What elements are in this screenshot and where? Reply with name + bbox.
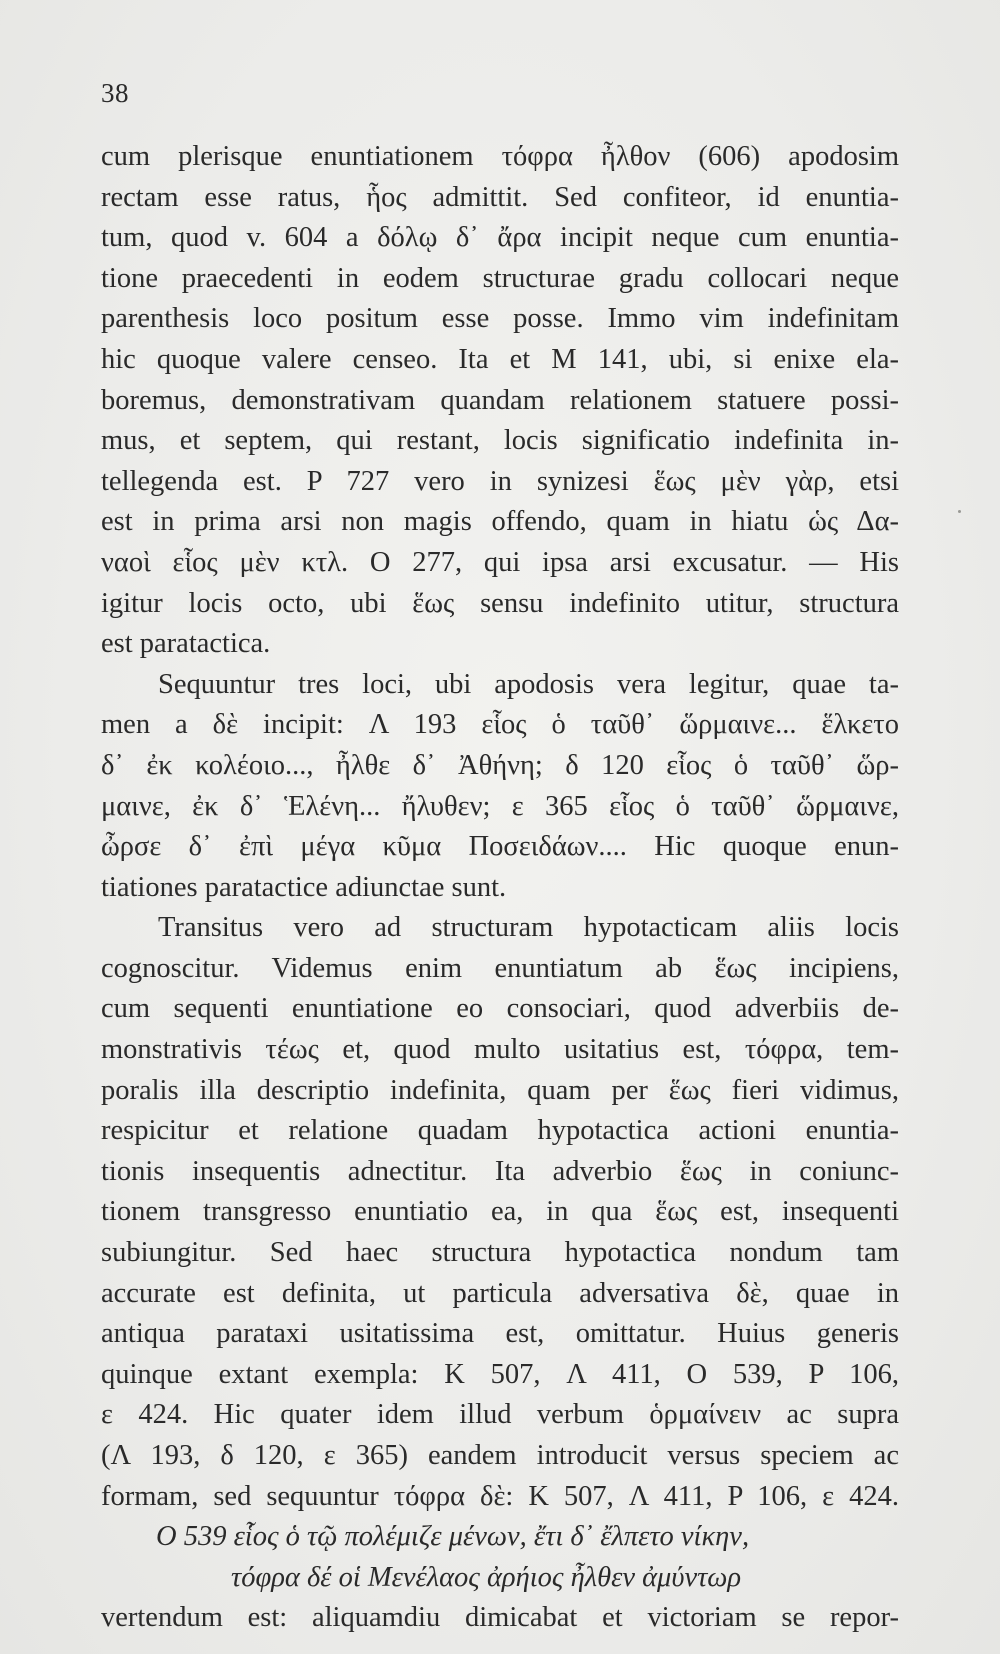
body-text [101,137,899,1639]
text-line: tionem transgresso enuntiatio ea, in qua ἕως est, insequenti [101,1196,899,1228]
text-line: est in prima arsi non magis offendo, quam in hiatu ὡς Δα- [101,506,899,538]
text-line: tionis insequentis adnectitur. Ita adverbio ἕως in coniunc- [101,1155,899,1187]
text-line: tellegenda est. P 727 vero in synizesi ἕως μὲν γὰρ, etsi [101,465,899,497]
text-line: igitur locis octo, ubi ἕως sensu indefinito utitur, structura [101,587,899,619]
text-line: accurate est definita, ut particula adversativa δὲ, quae in [101,1277,899,1309]
text-line: parenthesis loco positum esse posse. Immo vim indefinitam [101,303,899,335]
text-line: boremus, demonstrativam quandam relationem statuere possi- [101,384,899,416]
text-line: men a δὲ incipit: Λ 193 εἷος ὁ ταῦθ᾿ ὥρμαινε... ἕλκετο [101,709,899,741]
text-line: μαινε, ἐκ δ᾿ Ἑλένη... ἤλυθεν; ε 365 εἷος ὁ ταῦθ᾿ ὥρμαινε, [101,790,899,822]
text-line: respicitur et relatione quadam hypotactica actioni enuntia- [101,1115,899,1147]
text-line: vertendum est: aliquamdiu dimicabat et victoriam se repor- [101,1602,899,1634]
text-line: tum, quod v. 604 a δόλῳ δ᾿ ἄρα incipit neque cum enuntia- [101,222,899,254]
text-line: rectam esse ratus, ἧος admittit. Sed confiteor, id enuntia- [101,181,899,213]
text-line: tiationes paratactice adiunctae sunt. [101,871,507,903]
text-line: est paratactica. [101,628,271,660]
paper-speck [958,510,961,513]
text-line: cum sequenti enuntiatione eo consociari, quod adverbiis de- [101,993,899,1025]
text-line: poralis illa descriptio indefinita, quam per ἕως fieri vidimus, [101,1074,899,1106]
text-line: ναοὶ εἷος μὲν κτλ. O 277, qui ipsa arsi excusatur. — His [101,546,899,578]
text-line: (Λ 193, δ 120, ε 365) eandem introducit versus speciem ac [101,1440,899,1471]
page-number: 38 [101,78,129,108]
text-line: cognoscitur. Videmus enim enuntiatum ab ἕως incipiens, [101,952,899,984]
text-line: mus, et septem, qui restant, locis significatio indefinita in- [101,425,899,457]
text-line: subiungitur. Sed haec structura hypotactica nondum tam [101,1237,899,1269]
text-line: quinque extant exempla: K 507, Λ 411, O 539, P 106, [101,1358,899,1390]
text-line: τόφρα δέ οἱ Μενέλαος ἀρήιος ἦλθεν ἀμύντωρ [231,1561,742,1593]
text-line: Sequuntur tres loci, ubi apodosis vera legitur, quae ta- [158,668,899,700]
text-line: antiqua parataxi usitatissima est, omittatur. Huius generis [101,1318,899,1350]
text-line: tione praecedenti in eodem structurae gradu collocari neque [101,262,899,294]
text-line: Transitus vero ad structuram hypotacticam aliis locis [158,912,899,944]
text-line: cum plerisque enuntiationem τόφρα ἦλθον (606) apodosim [101,141,899,172]
text-line: formam, sed sequuntur τόφρα δὲ: K 507, Λ 411, P 106, ε 424. [101,1480,899,1512]
text-line: monstrativis τέως et, quod multo usitatius est, τόφρα, tem- [101,1034,899,1066]
text-line: ὦρσε δ᾿ ἐπὶ μέγα κῦμα Ποσειδάων.... Hic quoque enun- [101,831,899,863]
text-line: ε 424. Hic quater idem illud verbum ὁρμαίνειν ac supra [101,1399,899,1431]
text-line: hic quoque valere censeo. Ita et M 141, ubi, si enixe ela- [101,343,899,375]
text-line: δ᾿ ἐκ κολέοιο..., ἦλθε δ᾿ Ἀθήνη; δ 120 εἷος ὁ ταῦθ᾿ ὥρ- [101,749,899,781]
text-line: O 539 εἷος ὁ τῷ πολέμιζε μένων, ἔτι δ᾿ ἔλπετο νίκην, [156,1521,750,1553]
